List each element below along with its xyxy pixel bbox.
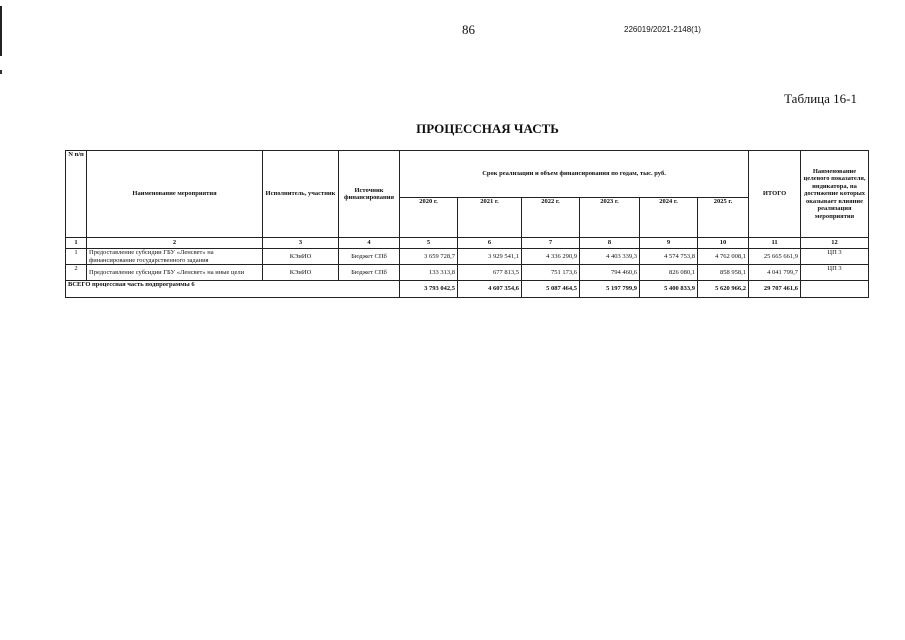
row-value: 677 813,5 [458,265,522,281]
financing-table [65,150,869,298]
column-number: 5 [400,238,458,249]
summary-indicator [801,281,869,298]
row-value: 3 659 728,7 [400,249,458,265]
summary-value: 5 400 833,9 [640,281,698,298]
header-year: 2021 г. [458,198,522,238]
column-number: 1 [66,238,87,249]
row-value: 4 403 339,3 [580,249,640,265]
header-year: 2020 г. [400,198,458,238]
column-number: 3 [263,238,339,249]
row-source: Бюджет СПб [339,249,400,265]
row-value: 794 460,6 [580,265,640,281]
header-year: 2023 г. [580,198,640,238]
summary-value: 3 793 042,5 [400,281,458,298]
header-year: 2022 г. [522,198,580,238]
header-year: 2025 г. [698,198,749,238]
header-num: N п/п [66,151,87,238]
section-title: ПРОЦЕССНАЯ ЧАСТЬ [416,121,559,136]
row-value: 4 336 290,9 [522,249,580,265]
column-number: 7 [522,238,580,249]
column-number: 8 [580,238,640,249]
header-period: Срок реализации и объем финансирования по годам, тыс. руб. [400,151,749,198]
scan-edge-mark [0,6,2,56]
column-number: 6 [458,238,522,249]
row-value: 4 574 753,8 [640,249,698,265]
row-executor: КЭиИО [263,249,339,265]
column-number: 4 [339,238,400,249]
row-source: Бюджет СПб [339,265,400,281]
row-indicator: ЦП 3 [801,265,869,281]
table-row [66,265,869,281]
row-total: 25 665 661,9 [749,249,801,265]
page-number: 86 [462,22,475,37]
row-event: Предоставление субсидии ГБУ «Ленсвет» на финансирование государственного задания [87,249,263,265]
row-indicator: ЦП 3 [801,249,869,265]
row-value: 4 762 008,1 [698,249,749,265]
summary-value: 5 197 799,9 [580,281,640,298]
column-number: 10 [698,238,749,249]
header-total: ИТОГО [749,151,801,238]
column-number: 9 [640,238,698,249]
row-value: 3 929 541,1 [458,249,522,265]
column-number: 2 [87,238,263,249]
summary-total: 29 707 461,6 [749,281,801,298]
row-total: 4 041 799,7 [749,265,801,281]
header-event: Наименование мероприятия [87,151,263,238]
column-number: 11 [749,238,801,249]
summary-row [66,281,869,298]
header-indicator: Наименование целевого показателя, индикатора, на достижение которых оказывает влияние реализация мероприятия [801,151,869,238]
summary-value: 4 607 354,6 [458,281,522,298]
table-row [66,249,869,265]
row-value: 133 313,8 [400,265,458,281]
row-executor: КЭиИО [263,265,339,281]
row-value: 826 080,1 [640,265,698,281]
column-number: 12 [801,238,869,249]
row-value: 751 173,6 [522,265,580,281]
summary-value: 5 087 464,5 [522,281,580,298]
summary-label: ВСЕГО процессная часть подпрограммы 6 [66,281,400,298]
header-executor: Исполнитель, участник [263,151,339,238]
row-num: 2 [66,265,87,281]
scan-edge-mark [0,70,2,74]
summary-value: 5 620 966,2 [698,281,749,298]
row-value: 858 958,1 [698,265,749,281]
row-num: 1 [66,249,87,265]
header-source: Источник финансирования [339,151,400,238]
row-event: Предоставление субсидии ГБУ «Ленсвет» на иные цели [87,265,263,281]
document-code: 226019/2021-2148(1) [624,25,701,34]
table-label: Таблица 16-1 [784,91,857,106]
header-year: 2024 г. [640,198,698,238]
